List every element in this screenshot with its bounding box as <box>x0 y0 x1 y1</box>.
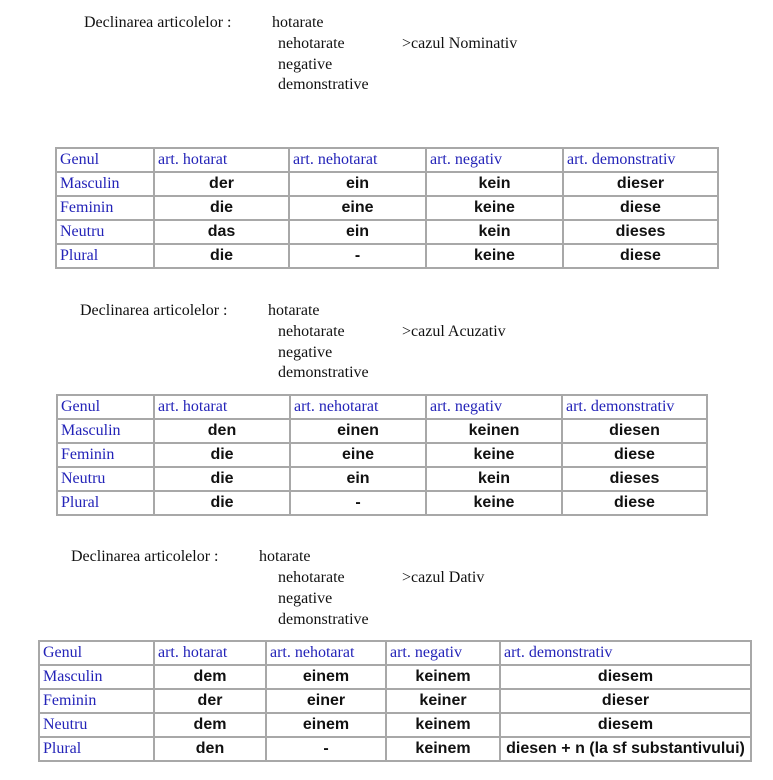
cell-hotarat: den <box>154 737 266 761</box>
cell-demonstrativ: diese <box>563 244 718 268</box>
cell-negativ: keinen <box>426 419 562 443</box>
cell-negativ: keine <box>426 244 563 268</box>
cell-hotarat: dem <box>154 665 266 689</box>
row-label-feminin: Feminin <box>39 689 154 713</box>
type-hotarate: hotarate <box>259 548 311 565</box>
cell-hotarat: die <box>154 443 290 467</box>
cell-demonstrativ: dieses <box>563 220 718 244</box>
cell-demonstrativ: dieser <box>500 689 751 713</box>
cell-hotarat: der <box>154 172 289 196</box>
header-genul: Genul <box>56 148 154 172</box>
cell-demonstrativ: diese <box>562 443 707 467</box>
header-art-negativ: art. negativ <box>426 148 563 172</box>
table-row <box>56 244 718 268</box>
row-label-neutru: Neutru <box>56 220 154 244</box>
header-art-negativ: art. negativ <box>426 395 562 419</box>
cell-nehotarat: einer <box>266 689 386 713</box>
intro-text: Declinarea articolelor : <box>80 302 228 319</box>
intro-text: Declinarea articolelor : <box>71 548 219 565</box>
cell-hotarat: dem <box>154 713 266 737</box>
row-label-plural: Plural <box>57 491 154 515</box>
type-nehotarate: nehotarate <box>278 323 345 340</box>
cell-nehotarat: einem <box>266 665 386 689</box>
header-art-nehotarat: art. nehotarat <box>290 395 426 419</box>
header-art-nehotarat: art. nehotarat <box>266 641 386 665</box>
table-header-row <box>56 148 718 172</box>
cell-hotarat: die <box>154 196 289 220</box>
header-art-demonstrativ: art. demonstrativ <box>562 395 707 419</box>
type-nehotarate: nehotarate <box>278 569 345 586</box>
cell-negativ: keine <box>426 491 562 515</box>
table-row <box>56 172 718 196</box>
cell-hotarat: die <box>154 467 290 491</box>
header-art-hotarat: art. hotarat <box>154 148 289 172</box>
cell-hotarat: den <box>154 419 290 443</box>
table-row <box>56 220 718 244</box>
row-label-feminin: Feminin <box>56 196 154 220</box>
cell-demonstrativ: diesen + n (la sf substantivului) <box>500 737 751 761</box>
header-art-demonstrativ: art. demonstrativ <box>563 148 718 172</box>
table-row <box>39 737 751 761</box>
row-label-masculin: Masculin <box>56 172 154 196</box>
row-label-plural: Plural <box>39 737 154 761</box>
table-header-row <box>39 641 751 665</box>
cell-nehotarat: - <box>266 737 386 761</box>
cell-hotarat: die <box>154 244 289 268</box>
cell-nehotarat: einem <box>266 713 386 737</box>
type-negative: negative <box>278 344 333 361</box>
type-negative: negative <box>278 56 333 73</box>
type-negative: negative <box>278 590 333 607</box>
cell-negativ: keiner <box>386 689 500 713</box>
header-genul: Genul <box>57 395 154 419</box>
table-row <box>39 665 751 689</box>
cell-negativ: kein <box>426 467 562 491</box>
type-hotarate: hotarate <box>272 14 324 31</box>
table-row <box>57 443 707 467</box>
cell-hotarat: das <box>154 220 289 244</box>
cell-negativ: keine <box>426 443 562 467</box>
cell-negativ: keinem <box>386 665 500 689</box>
declension-table-acuzativ <box>56 394 708 516</box>
case-label: >cazul Dativ <box>402 569 485 586</box>
cell-negativ: keinem <box>386 713 500 737</box>
cell-hotarat: die <box>154 491 290 515</box>
cell-nehotarat: einen <box>290 419 426 443</box>
row-label-feminin: Feminin <box>57 443 154 467</box>
cell-nehotarat: - <box>290 491 426 515</box>
row-label-masculin: Masculin <box>39 665 154 689</box>
cell-hotarat: der <box>154 689 266 713</box>
cell-demonstrativ: diese <box>563 196 718 220</box>
type-demonstrative: demonstrative <box>278 364 369 381</box>
header-art-demonstrativ: art. demonstrativ <box>500 641 751 665</box>
cell-nehotarat: - <box>289 244 426 268</box>
cell-negativ: kein <box>426 172 563 196</box>
declension-table-nominativ <box>55 147 719 269</box>
table-row <box>39 713 751 737</box>
table-row <box>39 689 751 713</box>
table-row <box>57 467 707 491</box>
table-row <box>57 419 707 443</box>
header-art-hotarat: art. hotarat <box>154 641 266 665</box>
cell-nehotarat: eine <box>289 196 426 220</box>
cell-nehotarat: eine <box>290 443 426 467</box>
header-genul: Genul <box>39 641 154 665</box>
header-art-negativ: art. negativ <box>386 641 500 665</box>
cell-demonstrativ: dieses <box>562 467 707 491</box>
type-nehotarate: nehotarate <box>278 35 345 52</box>
cell-negativ: kein <box>426 220 563 244</box>
cell-demonstrativ: dieser <box>563 172 718 196</box>
type-hotarate: hotarate <box>268 302 320 319</box>
row-label-masculin: Masculin <box>57 419 154 443</box>
cell-demonstrativ: diesem <box>500 713 751 737</box>
header-art-nehotarat: art. nehotarat <box>289 148 426 172</box>
cell-demonstrativ: diesen <box>562 419 707 443</box>
row-label-plural: Plural <box>56 244 154 268</box>
intro-text: Declinarea articolelor : <box>84 14 232 31</box>
cell-demonstrativ: diesem <box>500 665 751 689</box>
header-art-hotarat: art. hotarat <box>154 395 290 419</box>
table-row <box>56 196 718 220</box>
type-demonstrative: demonstrative <box>278 611 369 628</box>
case-label: >cazul Nominativ <box>402 35 518 52</box>
table-header-row <box>57 395 707 419</box>
row-label-neutru: Neutru <box>57 467 154 491</box>
table-row <box>57 491 707 515</box>
cell-negativ: keine <box>426 196 563 220</box>
cell-demonstrativ: diese <box>562 491 707 515</box>
declension-table-dativ <box>38 640 752 762</box>
type-demonstrative: demonstrative <box>278 76 369 93</box>
cell-nehotarat: ein <box>289 220 426 244</box>
cell-negativ: keinem <box>386 737 500 761</box>
case-label: >cazul Acuzativ <box>402 323 506 340</box>
cell-nehotarat: ein <box>289 172 426 196</box>
cell-nehotarat: ein <box>290 467 426 491</box>
row-label-neutru: Neutru <box>39 713 154 737</box>
